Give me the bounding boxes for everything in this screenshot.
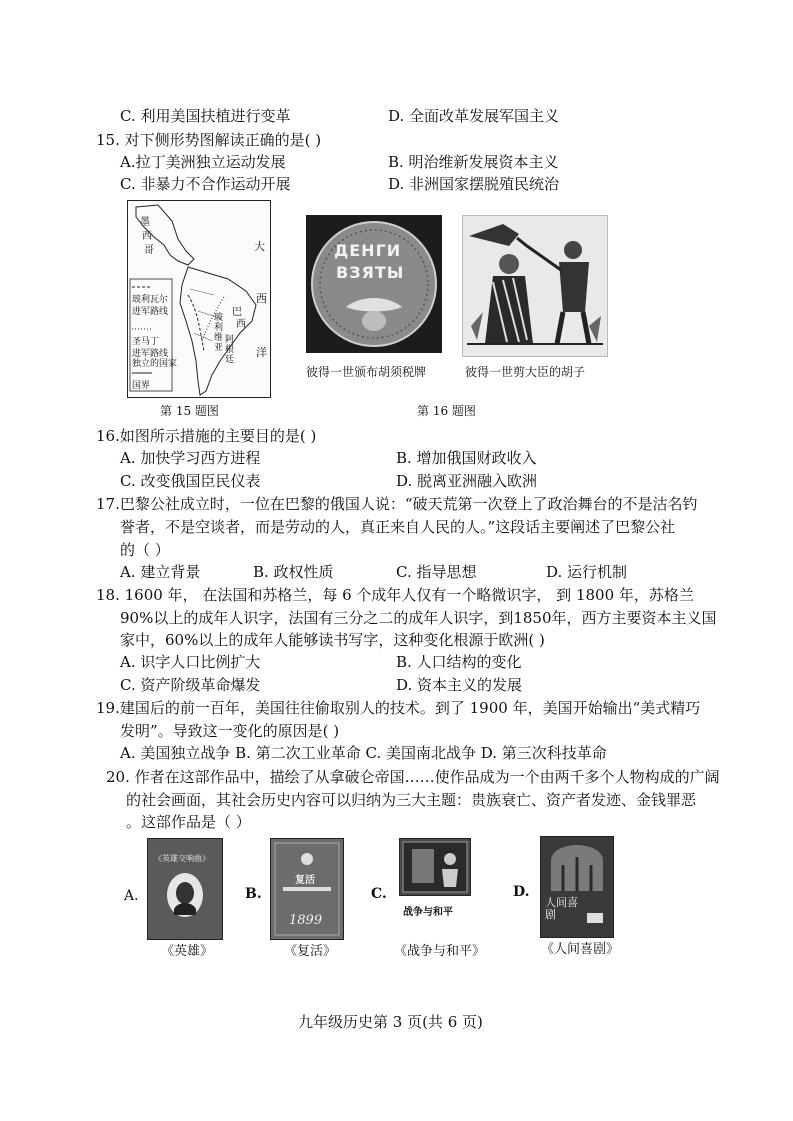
latin-america-map [127, 200, 271, 398]
q18-option-d: D. 资本主义的发展 [396, 676, 523, 694]
figure-16-caption: 第 16 题图 [417, 404, 476, 418]
map-label-mexico-2: 西 [142, 231, 152, 242]
q17-line-3: 的（ ） [120, 541, 170, 559]
q15-option-a: A.拉丁美洲独立运动发展 [120, 153, 286, 171]
beard-tax-token-image [306, 215, 442, 353]
q15-option-c: C. 非暴力不合作运动开展 [120, 175, 291, 193]
book-a-portrait [148, 839, 222, 939]
q18-option-c: C. 资产阶级革命爆发 [120, 676, 261, 694]
q14-option-c: C. 利用美国扶植进行变革 [120, 107, 291, 125]
legend-bolivar-route: 进军路线 [132, 307, 169, 317]
q17-option-c: C. 指导思想 [396, 563, 477, 581]
book-c-art [400, 839, 470, 895]
q20-line-2: 的社会画面，其社会历史内容可以归纳为三大主题：贵族衰亡、资产者发迹、金钱罪恶 [126, 791, 697, 809]
beard-cutting-woodcut-image [462, 215, 608, 357]
q17-option-a: A. 建立背景 [120, 563, 201, 581]
q20-option-c-letter: C. [371, 886, 387, 902]
map-label-atlantic-3: 洋 [256, 346, 267, 359]
q16-option-c: C. 改变俄国臣民仪表 [120, 472, 261, 490]
q16-option-a: A. 加快学习西方进程 [120, 449, 261, 467]
q17-line-2: 誉者，不是空谈者，而是劳动的人，真正来自人民的人。”这段话主要阐述了巴黎公社 [120, 518, 676, 536]
q20-line-1: 20. 作者在这部作品中，描绘了从拿破仑帝国……使作品成为一个由两千多个人物构成的广阔 [106, 768, 720, 786]
q19-line-1: 19.建国后的前一百年，美国往往偷取别人的技术。到了 1900 年，美国开始输出“美式精巧 [96, 699, 701, 717]
legend-san-martin: 圣马丁 [132, 337, 160, 347]
map-label-atlantic-2: 西 [256, 292, 267, 305]
q20-option-d-letter: D. [513, 884, 530, 900]
book-a-title: 《英雄交响曲》 [154, 854, 210, 863]
q18-line-1: 18. 1600 年， 在法国和苏格兰，每 6 个成年人仅有一个略微识字， 到 1800 年，苏格兰 [96, 586, 694, 604]
woodcut-drawing [463, 216, 607, 356]
legend-border: 国界 [132, 381, 151, 391]
book-b-title: 复活 [295, 875, 315, 886]
q20-option-c-caption: 《战争与和平》 [394, 944, 486, 959]
q14-option-d: D. 全面改革发展军国主义 [388, 107, 560, 125]
q20-option-b-caption: 《复活》 [284, 944, 337, 959]
map-label-bolivia-2: 利 [214, 323, 224, 333]
q20-option-b-letter: B. [245, 886, 262, 902]
book-cover-a [147, 838, 223, 940]
q20-line-3: 。这部作品是（ ） [126, 813, 251, 831]
q18-line-3: 家中，60%以上的成年人能够读书写字，这种变化根源于欧洲( ) [120, 631, 545, 649]
map-label-argentina-3: 廷 [225, 355, 235, 365]
book-cover-c [399, 838, 471, 896]
q16-option-d: D. 脱离亚洲融入欧洲 [396, 472, 538, 490]
map-label-mexico-3: 哥 [144, 245, 154, 256]
map-label-bolivia-3: 维 [214, 333, 224, 343]
map-label-mexico-1: 墨 [140, 217, 150, 228]
map-label-brazil-1: 巴 [232, 307, 242, 318]
legend-san-martin-route: 进军路线 [132, 349, 169, 359]
q17-option-d: D. 运行机制 [546, 563, 628, 581]
figure-15-caption: 第 15 题图 [160, 404, 219, 418]
book-b-year: 1899 [289, 913, 323, 928]
q15-stem: 15. 对下侧形势图解读正确的是( ) [96, 131, 322, 149]
q15-option-d: D. 非洲国家摆脱殖民统治 [388, 175, 560, 193]
map-label-bolivia-4: 亚 [214, 343, 224, 353]
coin-inscription-top: ДЕНГИ [334, 241, 402, 260]
book-c-title: 战争与和平 [403, 907, 453, 918]
map-label-atlantic-1: 大 [254, 240, 265, 253]
q20-option-a-caption: 《英雄》 [161, 944, 214, 959]
page-footer: 九年级历史第 3 页(共 6 页) [298, 1013, 483, 1031]
map-label-brazil-2: 西 [236, 319, 246, 330]
woodcut-caption: 彼得一世剪大臣的胡子 [465, 365, 586, 379]
coin-inscription-bottom: ВЗЯТЫ [336, 263, 405, 282]
map-label-argentina-1: 阿 [225, 335, 235, 345]
q18-option-a: A. 识字人口比例扩大 [120, 653, 261, 671]
map-label-argentina-2: 根 [225, 345, 235, 355]
q15-option-b: B. 明治维新发展资本主义 [388, 153, 559, 171]
q18-line-2: 90%以上的成年人识字，法国有三分之二的成年人识字，到1850年，西方主要资本主义国 [120, 609, 717, 627]
book-d-art [541, 837, 613, 937]
q18-option-b: B. 人口结构的变化 [396, 653, 522, 671]
book-cover-b [270, 838, 344, 940]
coin-drawing [306, 215, 442, 353]
q16-stem: 16.如图所示措施的主要目的是( ) [96, 427, 317, 445]
book-d-title: 人间喜剧 [545, 896, 578, 921]
q20-option-d-caption: 《人间喜剧》 [541, 942, 620, 957]
q16-option-b: B. 增加俄国财政收入 [396, 449, 537, 467]
q20-option-a-letter: A. [124, 888, 139, 904]
q19-options: A. 美国独立战争 B. 第二次工业革命 C. 美国南北战争 D. 第三次科技革命 [120, 744, 607, 762]
q17-line-1: 17.巴黎公社成立时，一位在巴黎的俄国人说：“破天荒第一次登上了政治舞台的不是沽名钓 [96, 495, 698, 513]
map-label-bolivia-1: 玻 [214, 313, 224, 323]
legend-independent: 独立的国家 [132, 359, 178, 369]
legend-bolivar: 玻利瓦尔 [132, 295, 169, 305]
q17-option-b: B. 政权性质 [253, 563, 334, 581]
book-cover-d [540, 836, 614, 938]
coin-caption: 彼得一世颁布胡须税牌 [306, 365, 427, 379]
q19-line-2: 发明”。导致这一变化的原因是( ) [120, 722, 340, 740]
